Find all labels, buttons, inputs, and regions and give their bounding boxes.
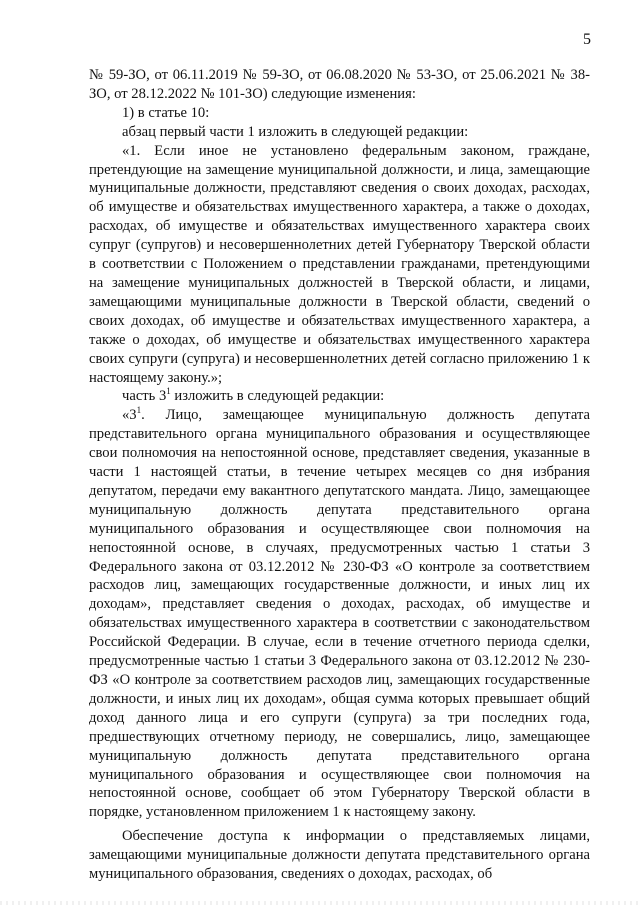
part-3-1-instruction-text: изложить в следующей редакции: (170, 388, 385, 405)
part-3-1-prefix: часть 3 (122, 388, 167, 405)
document-body (89, 66, 590, 884)
paragraph-part-3-1-text (89, 406, 590, 822)
paragraph-part-3-1-instruction (89, 387, 590, 406)
paragraph-article-10: 1) в статье 10: (122, 104, 210, 121)
part-3-1-superscript: 1 (166, 386, 171, 397)
part-3-1-number-prefix: «3 (122, 407, 137, 424)
part-3-1-number-superscript: 1 (136, 405, 142, 416)
part-3-1-body-text: . Лицо, замещающее муниципальную должность депутата представительного органа муниципального образования и осуществляющее свои полномочия на непостоянной основе, представляет сведения, указанные в части 1 настоящей статьи, в течение четырех месяцев со дня избрания депутатом, передачи ему вакантного депутатского мандата. Лицо, замещающее муниципальную должность депутата представительного органа муниципального образования и осуществляющее свои полномочия на непостоянной основе, в случаях, предусмотренных частью 1 статьи 3 Федерального закона от 03.12.2012 № 230-ФЗ «О контроле за соответствием расходов лиц, замещающих государственные должности, и иных лиц их доходам», представляет сведения о доходах, расходах, об имуществе и обязательствах имущественного характера в соответствии с законодательством Российской Федерации. В случае, если в течение отчетного периода сделки, предусмотренные частью 1 статьи 3 Федерального закона от 03.12.2012 № 230-ФЗ «О контроле за соответствием расходов лиц, замещающих государственные должности, и иных лиц их доходам», общая сумма которых превышает общий доход данного лица и его супруги (супруга) за три последних года, предшествующих отчетному периоду, не совершались, лицо, замещающее муниципальную должность депутата представительного органа муниципального образования и осуществляющее свои полномочия на непостоянной основе, сообщает об этом Губернатору Тверской области в порядке, установленном приложением 1 к настоящему закону. (89, 407, 590, 821)
paragraph-access-information: Обеспечение доступа к информации о представляемых лицами, замещающими муниципальные должности депутата представительного органа муниципального образования, сведениях о доходах, расходах, об (89, 828, 590, 883)
page-number: 5 (583, 31, 591, 48)
paragraph-part-1-text: «1. Если иное не установлено федеральным законом, граждане, претендующие на замещение муниципальной должности, и лица, замещающие муниципальные должности, представляют сведения о своих доходах, расходах, об имуществе и обязательствах имущественного характера, а также о доходах, расходах, об имуществе и обязательствах имущественного характера своих супруг (супругов) и несовершеннолетних детей Губернатору Тверской области в соответствии с Положением о представлении гражданами, претендующими на замещение муниципальных должностей в Тверской области, и лицами, замещающими муниципальные должности в Тверской области, сведений о своих доходах, об имуществе и обязательствах имущественного характера, а также о доходах, об имуществе и обязательствах имущественного характера своих супруги (супруга) и несовершеннолетних детей согласно приложению 1 к настоящему закону.»; (89, 142, 590, 386)
paragraph-part-1-instruction: абзац первый части 1 изложить в следующей редакции: (122, 123, 469, 140)
scan-edge-artifact (0, 901, 640, 905)
paragraph-amendment-list: № 59-ЗО, от 06.11.2019 № 59-ЗО, от 06.08.2020 № 53-ЗО, от 25.06.2021 № 38-ЗО, от 28.12.2022 № 101-ЗО) следующие изменения: (89, 67, 590, 102)
